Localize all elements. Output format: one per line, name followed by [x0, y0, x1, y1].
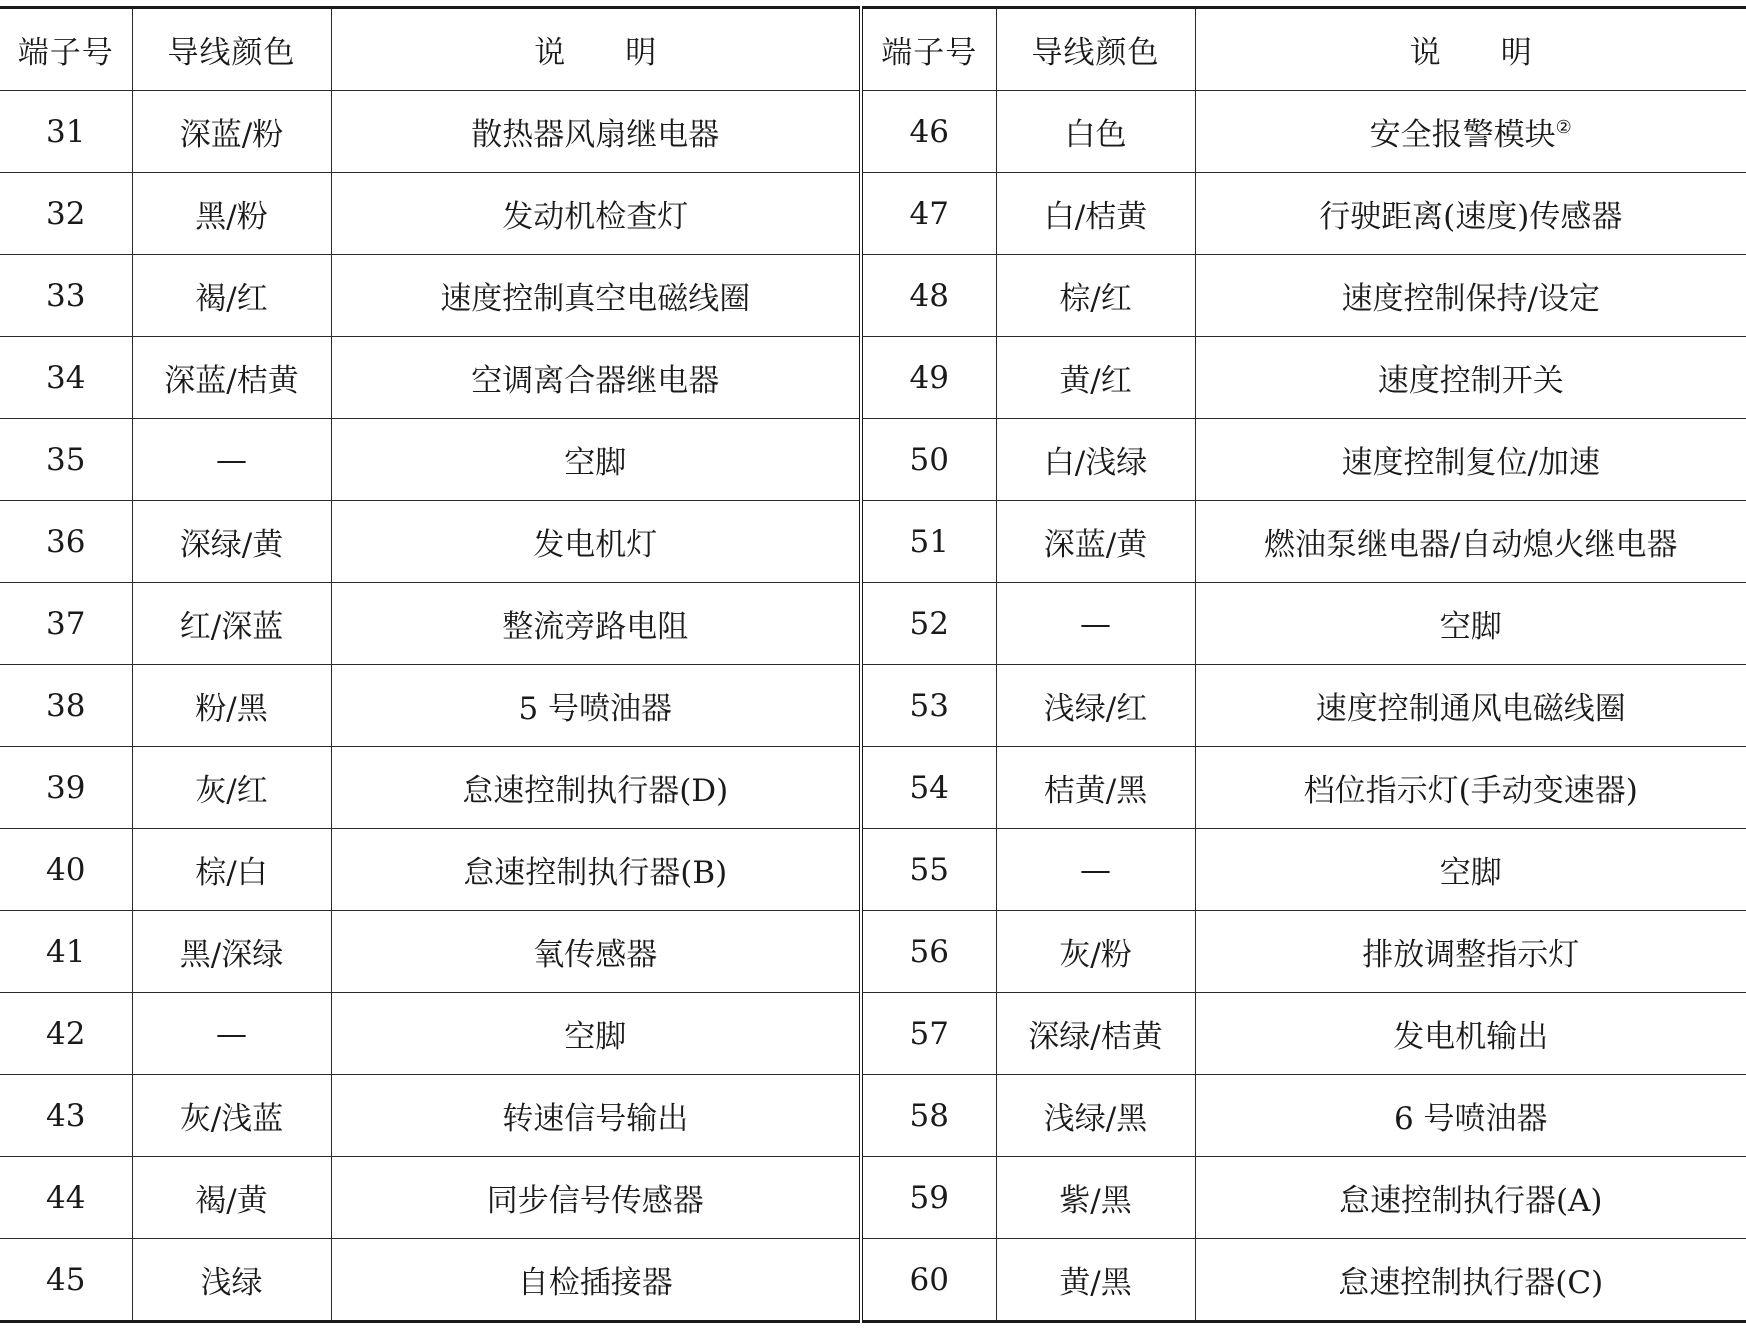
pin-right-text: 60 — [909, 1261, 949, 1298]
description-right — [1195, 911, 1746, 993]
description-left — [331, 173, 861, 255]
header-pin-left: 端子号 — [0, 8, 132, 91]
pin-left-text: 44 — [46, 1179, 86, 1216]
pin-left-text: 39 — [46, 769, 86, 806]
wire-color-left-text: 棕/白 — [195, 855, 268, 891]
wire-color-right — [996, 993, 1195, 1075]
wire-color-right — [996, 1157, 1195, 1239]
pin-left-text: 42 — [46, 1015, 86, 1052]
wire-color-right-text: 黄/黑 — [1059, 1265, 1132, 1301]
pin-left — [0, 1157, 132, 1239]
wire-color-right-text: 白/浅绿 — [1043, 445, 1148, 481]
table-row — [0, 747, 1746, 829]
description-right — [1195, 665, 1746, 747]
description-right-text: 安全报警模块 — [1369, 117, 1556, 153]
header-pin-right: 端子号 — [861, 8, 996, 91]
pin-right-text: 48 — [909, 277, 949, 314]
wire-color-left — [132, 911, 331, 993]
table-row — [0, 337, 1746, 419]
pin-right-text: 50 — [909, 441, 949, 478]
description-left — [331, 419, 861, 501]
header-color-left: 导线颜色 — [132, 8, 331, 91]
description-left-text: 发动机检查灯 — [502, 199, 689, 235]
wire-color-left-text: 黑/深绿 — [179, 937, 284, 973]
wire-color-left-text: 浅绿 — [200, 1265, 263, 1301]
wire-color-left-text: 褐/红 — [195, 281, 268, 317]
description-right-text: 排放调整指示灯 — [1362, 937, 1580, 973]
description-right — [1195, 337, 1746, 419]
description-right-text: 速度控制复位/加速 — [1341, 445, 1600, 481]
pin-right — [861, 911, 996, 993]
pin-left — [0, 255, 132, 337]
wire-color-right-text: 深蓝/黄 — [1043, 527, 1148, 563]
pin-right — [861, 337, 996, 419]
pin-left — [0, 665, 132, 747]
footnote-marker: ② — [1555, 117, 1572, 138]
pin-left-text: 45 — [46, 1261, 86, 1298]
description-left-text: 散热器风扇继电器 — [471, 117, 720, 153]
pin-left-text: 33 — [46, 277, 86, 314]
description-left — [331, 583, 861, 665]
pin-right-text: 58 — [909, 1097, 949, 1134]
wire-color-left-text: 深绿/黄 — [179, 527, 284, 563]
description-left — [331, 829, 861, 911]
wire-color-left — [132, 1239, 331, 1322]
pin-right-text: 56 — [909, 933, 949, 970]
table-row — [0, 173, 1746, 255]
description-left-text: 空脚 — [564, 1019, 627, 1055]
wire-color-right — [996, 747, 1195, 829]
pin-right — [861, 993, 996, 1075]
description-left — [331, 911, 861, 993]
wire-color-right-text: — — [1080, 851, 1111, 888]
pin-left — [0, 911, 132, 993]
wire-color-left — [132, 993, 331, 1075]
wire-color-right — [996, 501, 1195, 583]
wire-color-right-text: — — [1080, 605, 1111, 642]
wire-color-right-text: 浅绿/红 — [1043, 691, 1148, 727]
description-right-text: 怠速控制执行器(A) — [1338, 1183, 1603, 1219]
pin-left — [0, 173, 132, 255]
pin-right-text: 54 — [909, 769, 949, 806]
pin-right-text: 57 — [909, 1015, 949, 1052]
table-row — [0, 501, 1746, 583]
pin-left-text: 41 — [46, 933, 86, 970]
pin-left-text: 43 — [46, 1097, 86, 1134]
table-row — [0, 829, 1746, 911]
pin-right-text: 53 — [909, 687, 949, 724]
description-right-text: 速度控制通风电磁线圈 — [1315, 691, 1626, 727]
wire-color-left — [132, 665, 331, 747]
table-row — [0, 1157, 1746, 1239]
wire-color-right — [996, 337, 1195, 419]
description-right — [1195, 993, 1746, 1075]
wire-color-left — [132, 419, 331, 501]
header-desc-left — [331, 8, 861, 91]
pin-right — [861, 1075, 996, 1157]
pin-right-text: 52 — [909, 605, 949, 642]
pin-left-text: 35 — [46, 441, 86, 478]
pin-left-text: 34 — [46, 359, 86, 396]
description-left-text: 空脚 — [564, 445, 627, 481]
header-desc-left-label: 说明 — [534, 35, 717, 71]
pin-right — [861, 419, 996, 501]
header-row — [0, 8, 1746, 91]
pin-right-text: 51 — [909, 523, 949, 560]
description-left — [331, 1157, 861, 1239]
description-right-text: 档位指示灯(手动变速器) — [1303, 773, 1638, 809]
pin-left-text: 32 — [46, 195, 86, 232]
pin-right — [861, 91, 996, 173]
pin-left — [0, 583, 132, 665]
pin-right — [861, 583, 996, 665]
description-left-text: 发电机灯 — [533, 527, 658, 563]
wire-color-left — [132, 501, 331, 583]
pin-right — [861, 501, 996, 583]
wire-color-left-text: — — [216, 441, 247, 478]
pin-right-text: 55 — [909, 851, 949, 888]
description-left-text: 怠速控制执行器(B) — [463, 855, 728, 891]
description-left — [331, 1239, 861, 1322]
table-row — [0, 1075, 1746, 1157]
pin-right-text: 49 — [909, 359, 949, 396]
description-right-text: 燃油泵继电器/自动熄火继电器 — [1264, 527, 1678, 563]
wire-color-left — [132, 255, 331, 337]
description-left-text: 怠速控制执行器(D) — [462, 773, 729, 809]
description-right-text: 行驶距离(速度)传感器 — [1319, 199, 1623, 235]
description-right — [1195, 1075, 1746, 1157]
pin-left — [0, 993, 132, 1075]
header-color-right: 导线颜色 — [996, 8, 1195, 91]
wire-color-left — [132, 91, 331, 173]
pin-right — [861, 747, 996, 829]
pin-right — [861, 1157, 996, 1239]
pin-left — [0, 419, 132, 501]
pin-right-text: 47 — [909, 195, 949, 232]
pin-right — [861, 1239, 996, 1322]
description-right-text: 怠速控制执行器(C) — [1338, 1265, 1604, 1301]
table-row — [0, 583, 1746, 665]
table-row — [0, 419, 1746, 501]
description-left-text: 同步信号传感器 — [486, 1183, 704, 1219]
wire-color-left-text: 黑/粉 — [195, 199, 268, 235]
wire-color-right-text: 白色 — [1064, 117, 1127, 153]
description-left — [331, 993, 861, 1075]
wire-color-left — [132, 747, 331, 829]
wire-color-left-text: 灰/浅蓝 — [179, 1101, 284, 1137]
pin-left — [0, 747, 132, 829]
description-left — [331, 255, 861, 337]
description-left-text: 氧传感器 — [533, 937, 658, 973]
description-right-text: 空脚 — [1439, 609, 1502, 645]
pin-left-text: 31 — [46, 113, 86, 150]
description-right — [1195, 173, 1746, 255]
description-right-text: 速度控制保持/设定 — [1341, 281, 1600, 317]
wire-color-right — [996, 829, 1195, 911]
wire-color-left-text: 褐/黄 — [195, 1183, 268, 1219]
wire-color-left-text: 深蓝/桔黄 — [164, 363, 299, 399]
description-left-text: 速度控制真空电磁线圈 — [440, 281, 751, 317]
description-left — [331, 1075, 861, 1157]
pin-left — [0, 337, 132, 419]
pin-left-text: 38 — [46, 687, 86, 724]
pin-right — [861, 665, 996, 747]
description-right-text: 发电机输出 — [1393, 1019, 1549, 1055]
wire-color-left — [132, 1075, 331, 1157]
wire-color-left — [132, 173, 331, 255]
wire-color-left-text: 粉/黑 — [195, 691, 268, 727]
wire-color-right — [996, 419, 1195, 501]
description-left-text: 转速信号输出 — [502, 1101, 689, 1137]
description-left — [331, 501, 861, 583]
wire-color-right — [996, 255, 1195, 337]
description-right-text: 空脚 — [1439, 855, 1502, 891]
description-left-text: 自检插接器 — [517, 1265, 673, 1301]
description-right — [1195, 501, 1746, 583]
wire-color-left — [132, 583, 331, 665]
pin-left-text: 37 — [46, 605, 86, 642]
pin-right — [861, 255, 996, 337]
description-left — [331, 91, 861, 173]
pin-right — [861, 829, 996, 911]
header-desc-right — [1195, 8, 1746, 91]
table-row — [0, 993, 1746, 1075]
pin-left — [0, 501, 132, 583]
description-left-text: 空调离合器继电器 — [471, 363, 720, 399]
pin-left-text: 40 — [46, 851, 86, 888]
wire-color-right — [996, 911, 1195, 993]
wire-color-left-text: — — [216, 1015, 247, 1052]
wire-color-left — [132, 337, 331, 419]
wire-color-left-text: 深蓝/粉 — [179, 117, 284, 153]
pin-left-text: 36 — [46, 523, 86, 560]
pin-left — [0, 1075, 132, 1157]
wire-color-right — [996, 91, 1195, 173]
description-right-text: 速度控制开关 — [1377, 363, 1564, 399]
description-right — [1195, 1239, 1746, 1322]
description-right — [1195, 1157, 1746, 1239]
table-row — [0, 255, 1746, 337]
description-left-text: 整流旁路电阻 — [502, 609, 689, 645]
pin-assignment-table — [0, 6, 1746, 1323]
pin-right — [861, 173, 996, 255]
wire-color-left — [132, 829, 331, 911]
description-left — [331, 747, 861, 829]
wire-color-right — [996, 583, 1195, 665]
wire-color-right-text: 灰/粉 — [1059, 937, 1132, 973]
description-left-text: 5 号喷油器 — [518, 691, 673, 727]
wire-color-right-text: 深绿/桔黄 — [1028, 1019, 1163, 1055]
wire-color-right-text: 浅绿/黑 — [1043, 1101, 1148, 1137]
table-row — [0, 91, 1746, 173]
pin-left — [0, 91, 132, 173]
description-right — [1195, 583, 1746, 665]
description-right — [1195, 747, 1746, 829]
description-right — [1195, 255, 1746, 337]
pin-right-text: 59 — [909, 1179, 949, 1216]
description-right — [1195, 91, 1746, 173]
wire-color-right — [996, 1239, 1195, 1322]
description-right — [1195, 829, 1746, 911]
description-left — [331, 665, 861, 747]
pin-left — [0, 1239, 132, 1322]
pin-left — [0, 829, 132, 911]
wire-color-right-text: 白/桔黄 — [1043, 199, 1148, 235]
wire-color-right — [996, 665, 1195, 747]
wire-color-left — [132, 1157, 331, 1239]
header-desc-right-label: 说明 — [1409, 35, 1592, 71]
description-left — [331, 337, 861, 419]
wire-color-left-text: 红/深蓝 — [179, 609, 284, 645]
description-right — [1195, 419, 1746, 501]
wire-color-right-text: 黄/红 — [1059, 363, 1132, 399]
table-body — [0, 8, 1746, 1322]
wire-color-right-text: 桔黄/黑 — [1043, 773, 1148, 809]
table-row — [0, 911, 1746, 993]
wire-color-right-text: 紫/黑 — [1059, 1183, 1132, 1219]
wire-color-left-text: 灰/红 — [195, 773, 268, 809]
table-row — [0, 1239, 1746, 1322]
wire-color-right-text: 棕/红 — [1059, 281, 1132, 317]
description-right-text: 6 号喷油器 — [1393, 1101, 1548, 1137]
wire-color-right — [996, 173, 1195, 255]
pin-right-text: 46 — [909, 113, 949, 150]
table-row — [0, 665, 1746, 747]
wire-color-right — [996, 1075, 1195, 1157]
